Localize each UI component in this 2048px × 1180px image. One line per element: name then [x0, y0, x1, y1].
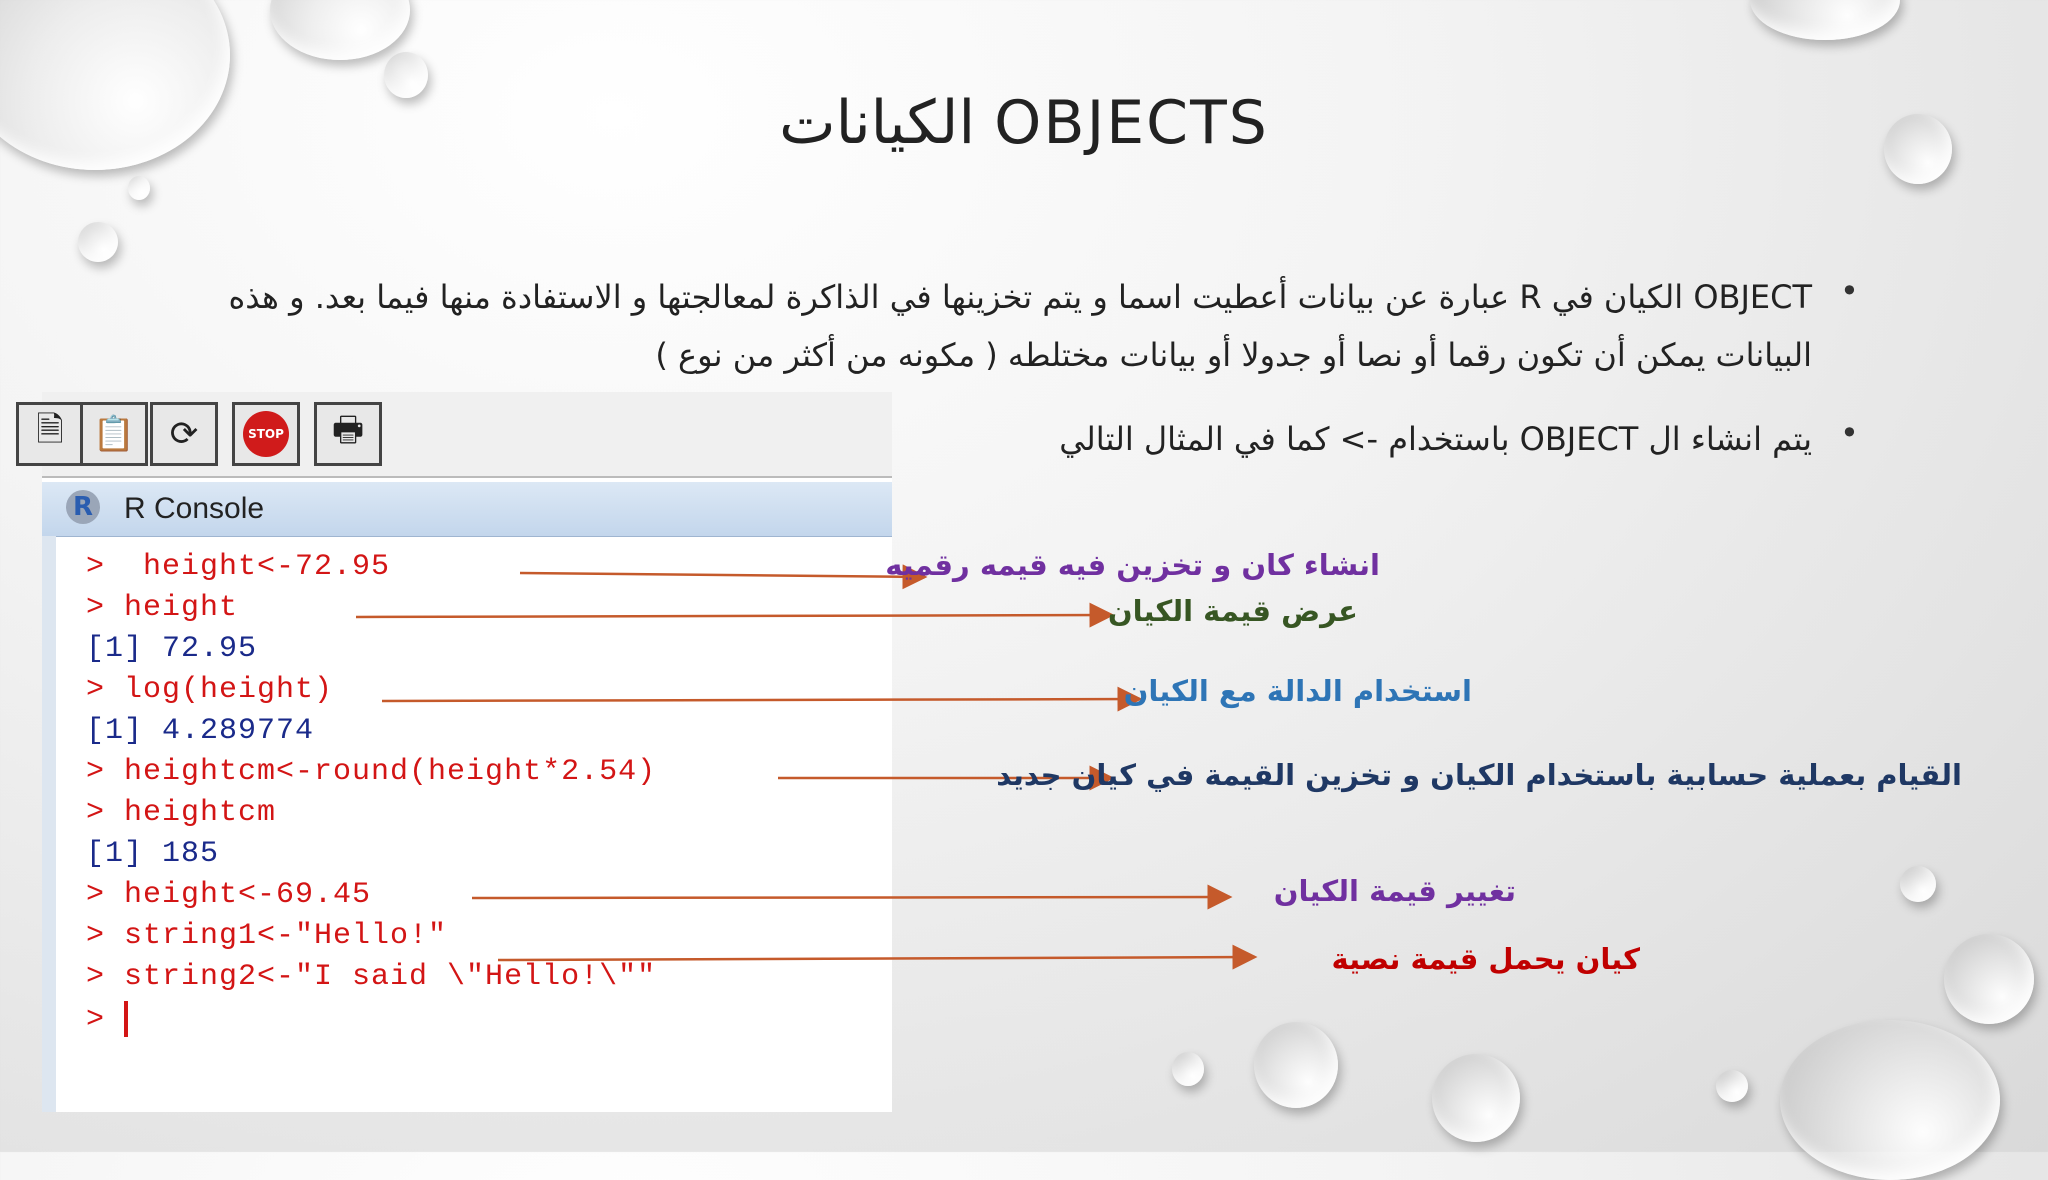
console-line: [1] 4.289774 — [86, 714, 315, 748]
annotation-change-value: تغيير قيمة الكيان — [1273, 874, 1516, 908]
bullet-marker: • — [1840, 272, 1859, 310]
arrow-3 — [382, 699, 1140, 701]
console-line: > height<-72.95 — [86, 550, 391, 584]
bullet-1-line-1: OBJECT الكيان في R عبارة عن بيانات أعطيت اسما و يتم تخزينها في الذاكرة لمعالجتها و الاستفادة منها فيما بعد. و هذه — [228, 278, 1812, 316]
slide-title: الكيانات OBJECTS — [779, 88, 1269, 158]
bullet-2-line-1: يتم انشاء ال OBJECT باستخدام -> كما في المثال التالي — [1059, 420, 1812, 458]
bullet-1-line-2: البيانات يمكن أن تكون رقما أو نصا أو جدولا أو بيانات مختلطه ( مكونه من أكثر من نوع ) — [655, 336, 1812, 374]
console-title: R Console — [124, 492, 265, 525]
console-line: [1] 185 — [86, 837, 220, 871]
console-line: > height — [86, 591, 239, 625]
annotation-use-function: استخدام الدالة مع الكيان — [1123, 674, 1472, 708]
bullet-marker: • — [1840, 414, 1859, 452]
print-icon[interactable]: 🖶 — [314, 402, 382, 466]
console-line: > string1<-"Hello!" — [86, 919, 448, 953]
refresh-icon[interactable]: ⟳ — [150, 402, 218, 466]
paste-icon[interactable]: 📋 — [80, 402, 148, 466]
console-line: > heightcm<-round(height*2.54) — [86, 755, 657, 789]
console-line: > log(height) — [86, 673, 334, 707]
arrow-2 — [356, 615, 1112, 617]
stop-sign: STOP — [243, 411, 289, 457]
annotation-string-object: كيان يحمل قيمة نصية — [1331, 942, 1640, 976]
annotation-show-value: عرض قيمة الكيان — [1107, 594, 1358, 628]
annotation-create-object: انشاء كان و تخزين فيه قيمه رقميه — [885, 548, 1380, 582]
console-line: > string2<-"I said \"Hello!\"" — [86, 960, 657, 994]
console-line: > heightcm — [86, 796, 277, 830]
arrow-1 — [520, 573, 925, 577]
r-logo-icon: R — [66, 490, 100, 524]
console-line: > height<-69.45 — [86, 878, 372, 912]
console-line: [1] 72.95 — [86, 632, 258, 666]
annotation-arithmetic: القيام بعملية حسابية باستخدام الكيان و تخزين القيمة في كيان جديد — [996, 758, 1962, 792]
console-prompt: > — [86, 1002, 125, 1037]
arrow-6 — [498, 957, 1255, 960]
copy-icon[interactable]: 🗎 — [16, 402, 84, 466]
arrow-5 — [472, 897, 1230, 898]
